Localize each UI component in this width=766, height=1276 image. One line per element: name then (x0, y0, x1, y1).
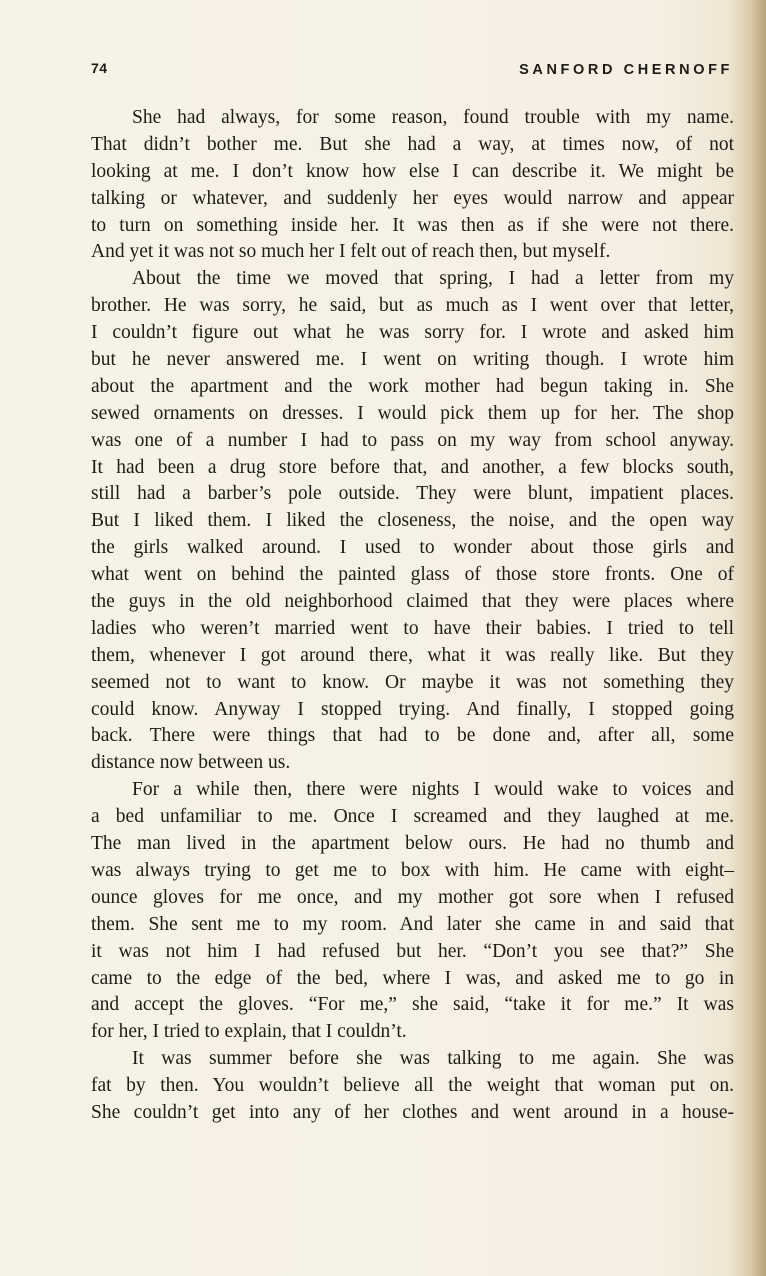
text-line: talking or whatever, and suddenly her eyes would narrow and appear (91, 187, 734, 209)
text-line: it was not him I had refused but her. “Don’t you see that?” She (91, 940, 734, 962)
text-line: She couldn’t get into any of her clothes and went around in a house- (91, 1101, 734, 1123)
text-line: But I liked them. I liked the closeness, the noise, and the open way (91, 510, 734, 532)
text-line: About the time we moved that spring, I had a letter from my (132, 268, 734, 290)
text-line: about the apartment and the work mother had begun taking in. She (91, 375, 734, 397)
text-line: fat by then. You wouldn’t believe all the weight that woman put on. (91, 1075, 734, 1097)
text-line: I couldn’t figure out what he was sorry for. I wrote and asked him (91, 322, 734, 344)
text-line: what went on behind the painted glass of those store fronts. One of (91, 564, 734, 586)
text-line: back. There were things that had to be done and, after all, some (91, 725, 734, 747)
text-line: to turn on something inside her. It was then as if she were not there. (91, 214, 734, 236)
text-line: It was summer before she was talking to me again. She was (132, 1048, 734, 1070)
paragraph (91, 1046, 734, 1127)
text-line: a bed unfamiliar to me. Once I screamed and they laughed at me. (91, 806, 734, 828)
text-line: For a while then, there were nights I would wake to voices and (132, 779, 734, 801)
text-line: And yet it was not so much her I felt out of reach then, but myself. (91, 241, 611, 263)
text-line: came to the edge of the bed, where I was, and asked me to go in (91, 967, 734, 989)
text-line: looking at me. I don’t know how else I can describe it. We might be (91, 160, 734, 182)
text-line: ladies who weren’t married went to have their babies. I tried to tell (91, 617, 734, 639)
text-line: but he never answered me. I went on writing though. I wrote him (91, 349, 734, 371)
text-line: That didn’t bother me. But she had a way, at times now, of not (91, 133, 734, 155)
text-line: still had a barber’s pole outside. They were blunt, impatient places. (91, 483, 734, 505)
text-line: for her, I tried to explain, that I couldn’t. (91, 1021, 407, 1043)
text-line: the girls walked around. I used to wonder about those girls and (91, 537, 734, 559)
running-head (91, 60, 737, 84)
text-line: the guys in the old neighborhood claimed that they were places where (91, 591, 734, 613)
text-line: brother. He was sorry, he said, but as much as I went over that letter, (91, 295, 734, 317)
text-line: was always trying to get me to box with him. He came with eight– (91, 859, 734, 881)
text-line: It had been a drug store before that, and another, a few blocks south, (91, 456, 734, 478)
text-line: them. She sent me to my room. And later she came in and said that (91, 913, 734, 935)
text-line: ounce gloves for me once, and my mother got sore when I refused (91, 886, 734, 908)
text-line: She had always, for some reason, found trouble with my name. (132, 107, 734, 128)
text-line: The man lived in the apartment below ours. He had no thumb and (91, 833, 734, 855)
text-line: sewed ornaments on dresses. I would pick them up for her. The shop (91, 402, 734, 424)
text-line: and accept the gloves. “For me,” she said, “take it for me.” It was (91, 994, 734, 1016)
text-line: could know. Anyway I stopped trying. And finally, I stopped going (91, 698, 734, 720)
text-line: them, whenever I got around there, what it was really like. But they (91, 644, 734, 666)
paragraph (91, 105, 734, 266)
running-head-author: SANFORD CHERNOFF (519, 62, 733, 78)
body-text (91, 105, 734, 1127)
paragraph (91, 266, 734, 777)
text-line: distance now between us. (91, 752, 291, 774)
paragraph (91, 777, 734, 1046)
text-line: was one of a number I had to pass on my way from school anyway. (91, 429, 734, 451)
page-number: 74 (91, 60, 108, 76)
text-line: seemed not to want to know. Or maybe it was not something they (91, 671, 734, 693)
